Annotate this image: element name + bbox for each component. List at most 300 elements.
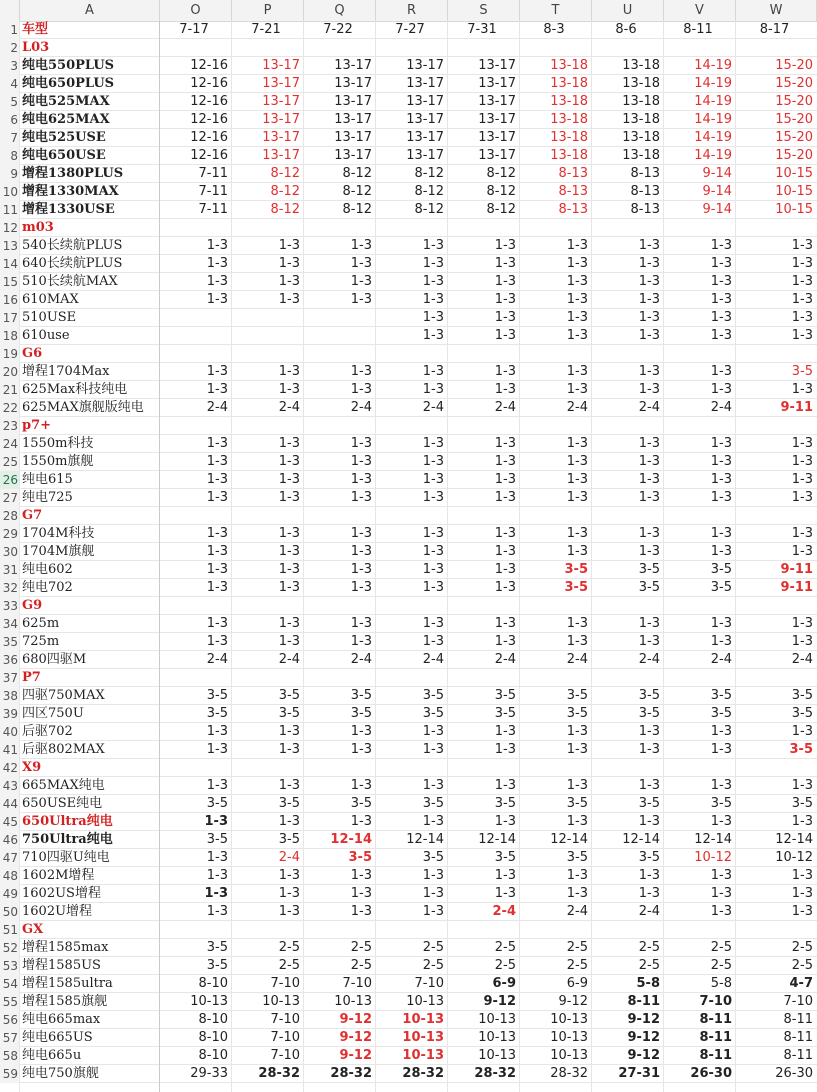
value-cell[interactable]: 2-5: [494, 958, 516, 973]
value-cell[interactable]: [520, 507, 592, 525]
model-name-cell[interactable]: 510长续航MAX: [22, 274, 118, 289]
value-cell[interactable]: 1-3: [278, 778, 300, 793]
value-cell[interactable]: 8-11: [699, 1048, 732, 1063]
value-cell[interactable]: 1-3: [278, 292, 300, 307]
value-cell[interactable]: 2-4: [492, 904, 516, 919]
value-cell[interactable]: 1-3: [710, 256, 732, 271]
value-cell[interactable]: 9-14: [702, 202, 732, 217]
row-number[interactable]: 58: [0, 1047, 20, 1065]
value-cell[interactable]: 1-3: [638, 634, 660, 649]
value-cell[interactable]: 7-11: [198, 202, 228, 217]
value-cell[interactable]: 1-3: [494, 310, 516, 325]
row-number[interactable]: 28: [0, 507, 20, 525]
value-cell[interactable]: 28-32: [402, 1066, 444, 1081]
value-cell[interactable]: [160, 345, 232, 363]
value-cell[interactable]: 1-3: [350, 238, 372, 253]
value-cell[interactable]: 12-16: [190, 58, 228, 73]
value-cell[interactable]: 1-3: [566, 634, 588, 649]
date-header-cell[interactable]: 7-22: [323, 22, 353, 37]
date-header-cell[interactable]: 7-27: [395, 22, 425, 37]
row-number[interactable]: 52: [0, 939, 20, 957]
group-heading-cell[interactable]: G9: [22, 598, 43, 613]
value-cell[interactable]: [736, 39, 817, 57]
value-cell[interactable]: [592, 507, 664, 525]
value-cell[interactable]: 2-4: [566, 904, 588, 919]
row-number[interactable]: 41: [0, 741, 20, 759]
value-cell[interactable]: [664, 759, 736, 777]
value-cell[interactable]: 1-3: [494, 634, 516, 649]
value-cell[interactable]: 9-11: [780, 580, 813, 595]
value-cell[interactable]: 12-14: [330, 832, 372, 847]
model-name-cell[interactable]: 后驱702: [22, 724, 73, 739]
row-number[interactable]: 22: [0, 399, 20, 417]
value-cell[interactable]: 1-3: [566, 256, 588, 271]
value-cell[interactable]: 3-5: [422, 706, 444, 721]
value-cell[interactable]: 2-4: [638, 904, 660, 919]
value-cell[interactable]: [304, 669, 376, 687]
value-cell[interactable]: 12-16: [190, 148, 228, 163]
value-cell[interactable]: 10-13: [406, 994, 444, 1009]
value-cell[interactable]: 1-3: [710, 328, 732, 343]
row-number[interactable]: 27: [0, 489, 20, 507]
value-cell[interactable]: 1-3: [206, 850, 228, 865]
value-cell[interactable]: 6-9: [492, 976, 516, 991]
value-cell[interactable]: 7-10: [270, 1012, 300, 1027]
value-cell[interactable]: [736, 417, 817, 435]
group-heading-cell[interactable]: L03: [22, 40, 50, 55]
value-cell[interactable]: 8-12: [414, 166, 444, 181]
value-cell[interactable]: 1-3: [791, 814, 813, 829]
value-cell[interactable]: [160, 327, 232, 345]
value-cell[interactable]: 2-5: [350, 958, 372, 973]
value-cell[interactable]: 3-5: [710, 562, 732, 577]
value-cell[interactable]: 1-3: [494, 886, 516, 901]
value-cell[interactable]: 2-4: [566, 652, 588, 667]
model-name-cell[interactable]: 增程1330MAX: [22, 184, 119, 199]
value-cell[interactable]: 3-5: [278, 832, 300, 847]
value-cell[interactable]: [520, 345, 592, 363]
value-cell[interactable]: 1-3: [566, 454, 588, 469]
value-cell[interactable]: 1-3: [278, 580, 300, 595]
row-number[interactable]: 48: [0, 867, 20, 885]
value-cell[interactable]: [304, 417, 376, 435]
row-number[interactable]: 36: [0, 651, 20, 669]
value-cell[interactable]: 1-3: [350, 526, 372, 541]
value-cell[interactable]: 9-12: [339, 1048, 372, 1063]
value-cell[interactable]: 1-3: [350, 562, 372, 577]
value-cell[interactable]: 12-14: [775, 832, 813, 847]
value-cell[interactable]: [304, 759, 376, 777]
value-cell[interactable]: 1-3: [422, 364, 444, 379]
value-cell[interactable]: 8-12: [414, 202, 444, 217]
model-name-cell[interactable]: 1704M科技: [22, 526, 95, 541]
value-cell[interactable]: 1-3: [638, 778, 660, 793]
value-cell[interactable]: [376, 417, 448, 435]
value-cell[interactable]: 8-10: [198, 1012, 228, 1027]
value-cell[interactable]: [520, 417, 592, 435]
value-cell[interactable]: 1-3: [791, 868, 813, 883]
value-cell[interactable]: 1-3: [494, 814, 516, 829]
value-cell[interactable]: 28-32: [550, 1066, 588, 1081]
value-cell[interactable]: [232, 921, 304, 939]
value-cell[interactable]: 1-3: [638, 868, 660, 883]
value-cell[interactable]: [448, 39, 520, 57]
column-header-w[interactable]: W: [736, 0, 817, 21]
value-cell[interactable]: 9-12: [339, 1012, 372, 1027]
value-cell[interactable]: [304, 39, 376, 57]
value-cell[interactable]: 1-3: [422, 904, 444, 919]
value-cell[interactable]: 8-11: [627, 994, 660, 1009]
value-cell[interactable]: 1-3: [206, 904, 228, 919]
value-cell[interactable]: 3-5: [638, 796, 660, 811]
value-cell[interactable]: 8-12: [342, 166, 372, 181]
value-cell[interactable]: 1-3: [422, 742, 444, 757]
value-cell[interactable]: 8-12: [486, 184, 516, 199]
model-name-cell[interactable]: 纯电665US: [22, 1030, 93, 1045]
group-heading-cell[interactable]: GX: [22, 922, 44, 937]
group-heading-cell[interactable]: G7: [22, 508, 43, 523]
value-cell[interactable]: 2-4: [206, 400, 228, 415]
value-cell[interactable]: 1-3: [638, 292, 660, 307]
model-name-cell[interactable]: 增程1585ultra: [22, 976, 113, 991]
value-cell[interactable]: 3-5: [791, 796, 813, 811]
row-number[interactable]: 14: [0, 255, 20, 273]
value-cell[interactable]: 1-3: [494, 436, 516, 451]
value-cell[interactable]: 8-10: [198, 1048, 228, 1063]
model-name-cell[interactable]: 725m: [22, 634, 60, 649]
value-cell[interactable]: [664, 507, 736, 525]
value-cell[interactable]: 1-3: [566, 310, 588, 325]
value-cell[interactable]: 3-5: [494, 688, 516, 703]
value-cell[interactable]: 1-3: [422, 274, 444, 289]
model-name-cell[interactable]: 纯电665u: [22, 1048, 82, 1063]
row-number[interactable]: 10: [0, 183, 20, 201]
value-cell[interactable]: 1-3: [422, 886, 444, 901]
value-cell[interactable]: 1-3: [206, 634, 228, 649]
value-cell[interactable]: 1-3: [710, 490, 732, 505]
value-cell[interactable]: 3-5: [422, 688, 444, 703]
value-cell[interactable]: 7-10: [414, 976, 444, 991]
value-cell[interactable]: 1-3: [422, 580, 444, 595]
value-cell[interactable]: 2-4: [494, 400, 516, 415]
value-cell[interactable]: 1-3: [791, 292, 813, 307]
value-cell[interactable]: 1-3: [206, 454, 228, 469]
value-cell[interactable]: [736, 597, 817, 615]
value-cell[interactable]: 1-3: [566, 814, 588, 829]
model-name-cell[interactable]: 625Max科技纯电: [22, 382, 128, 397]
value-cell[interactable]: 10-12: [694, 850, 732, 865]
value-cell[interactable]: 3-5: [791, 706, 813, 721]
value-cell[interactable]: 1-3: [638, 472, 660, 487]
value-cell[interactable]: 1-3: [791, 382, 813, 397]
row-number[interactable]: 35: [0, 633, 20, 651]
value-cell[interactable]: 2-4: [422, 652, 444, 667]
value-cell[interactable]: 1-3: [791, 454, 813, 469]
model-name-cell[interactable]: 增程1585US: [22, 958, 101, 973]
row-number[interactable]: 59: [0, 1065, 20, 1083]
value-cell[interactable]: [664, 345, 736, 363]
value-cell[interactable]: 1-3: [204, 814, 228, 829]
value-cell[interactable]: [520, 219, 592, 237]
value-cell[interactable]: 1-3: [566, 868, 588, 883]
date-header-cell[interactable]: 8-17: [759, 22, 790, 37]
group-heading-cell[interactable]: P7: [22, 670, 41, 685]
value-cell[interactable]: 3-5: [789, 742, 813, 757]
value-cell[interactable]: [664, 597, 736, 615]
model-name-cell[interactable]: 四驱750MAX: [22, 688, 105, 703]
value-cell[interactable]: 1-3: [494, 454, 516, 469]
value-cell[interactable]: 1-3: [710, 778, 732, 793]
value-cell[interactable]: 9-12: [558, 994, 588, 1009]
value-cell[interactable]: 15-20: [775, 76, 813, 91]
date-header-cell[interactable]: 7-17: [179, 22, 209, 37]
value-cell[interactable]: 14-19: [694, 94, 732, 109]
row-number[interactable]: 34: [0, 615, 20, 633]
value-cell[interactable]: 1-3: [710, 886, 732, 901]
value-cell[interactable]: [736, 669, 817, 687]
value-cell[interactable]: 1-3: [710, 292, 732, 307]
model-name-cell[interactable]: 纯电650PLUS: [22, 76, 115, 91]
value-cell[interactable]: 3-5: [566, 796, 588, 811]
row-number[interactable]: 21: [0, 381, 20, 399]
value-cell[interactable]: 2-5: [278, 958, 300, 973]
row-number[interactable]: 26: [0, 471, 20, 489]
value-cell[interactable]: [376, 597, 448, 615]
value-cell[interactable]: 10-15: [775, 184, 813, 199]
model-name-cell[interactable]: 增程1704Max: [22, 364, 110, 379]
value-cell[interactable]: 1-3: [566, 436, 588, 451]
value-cell[interactable]: [232, 669, 304, 687]
value-cell[interactable]: 13-17: [478, 58, 516, 73]
date-header-cell[interactable]: 8-11: [683, 22, 713, 37]
group-heading-cell[interactable]: G6: [22, 346, 43, 361]
value-cell[interactable]: 1-3: [278, 904, 300, 919]
row-number[interactable]: 5: [0, 93, 20, 111]
value-cell[interactable]: 9-12: [627, 1012, 660, 1027]
value-cell[interactable]: 8-13: [630, 166, 660, 181]
value-cell[interactable]: 3-5: [350, 688, 372, 703]
value-cell[interactable]: 8-10: [198, 976, 228, 991]
value-cell[interactable]: 13-18: [550, 130, 588, 145]
model-name-cell[interactable]: 四区750U: [22, 706, 84, 721]
value-cell[interactable]: 2-4: [791, 652, 813, 667]
value-cell[interactable]: 2-4: [422, 400, 444, 415]
group-heading-cell[interactable]: p7+: [22, 418, 52, 433]
value-cell[interactable]: 1-3: [422, 238, 444, 253]
value-cell[interactable]: 1-3: [422, 544, 444, 559]
row-number[interactable]: 44: [0, 795, 20, 813]
value-cell[interactable]: 13-18: [622, 148, 660, 163]
model-name-cell[interactable]: 640长续航PLUS: [22, 256, 123, 271]
value-cell[interactable]: 3-5: [350, 706, 372, 721]
value-cell[interactable]: [448, 759, 520, 777]
value-cell[interactable]: 4-7: [789, 976, 813, 991]
value-cell[interactable]: 13-17: [478, 148, 516, 163]
model-name-cell[interactable]: 610use: [22, 328, 70, 343]
value-cell[interactable]: 1-3: [494, 580, 516, 595]
value-cell[interactable]: [520, 669, 592, 687]
model-name-cell[interactable]: 纯电550PLUS: [22, 58, 115, 73]
value-cell[interactable]: 13-17: [334, 148, 372, 163]
value-cell[interactable]: [592, 759, 664, 777]
value-cell[interactable]: 9-12: [339, 1030, 372, 1045]
value-cell[interactable]: 1-3: [638, 238, 660, 253]
value-cell[interactable]: 1-3: [350, 472, 372, 487]
value-cell[interactable]: 2-5: [422, 958, 444, 973]
value-cell[interactable]: 3-5: [422, 796, 444, 811]
value-cell[interactable]: 12-16: [190, 130, 228, 145]
value-cell[interactable]: 1-3: [422, 634, 444, 649]
value-cell[interactable]: 2-4: [278, 850, 300, 865]
value-cell[interactable]: 2-4: [638, 652, 660, 667]
value-cell[interactable]: 3-5: [206, 940, 228, 955]
value-cell[interactable]: 3-5: [791, 364, 813, 379]
value-cell[interactable]: 2-5: [566, 940, 588, 955]
value-cell[interactable]: 13-17: [262, 148, 300, 163]
value-cell[interactable]: 3-5: [710, 688, 732, 703]
value-cell[interactable]: 1-3: [710, 868, 732, 883]
value-cell[interactable]: 13-18: [622, 58, 660, 73]
value-cell[interactable]: [592, 597, 664, 615]
value-cell[interactable]: 13-17: [262, 58, 300, 73]
value-cell[interactable]: 1-3: [206, 580, 228, 595]
value-cell[interactable]: 1-3: [494, 490, 516, 505]
value-cell[interactable]: 1-3: [422, 328, 444, 343]
value-cell[interactable]: [232, 597, 304, 615]
value-cell[interactable]: 1-3: [710, 814, 732, 829]
value-cell[interactable]: 1-3: [638, 382, 660, 397]
value-cell[interactable]: 1-3: [494, 238, 516, 253]
value-cell[interactable]: 3-5: [348, 850, 372, 865]
value-cell[interactable]: 2-5: [566, 958, 588, 973]
value-cell[interactable]: 1-3: [638, 274, 660, 289]
value-cell[interactable]: 1-3: [566, 742, 588, 757]
value-cell[interactable]: 1-3: [791, 526, 813, 541]
value-cell[interactable]: 1-3: [206, 382, 228, 397]
value-cell[interactable]: 10-13: [478, 1030, 516, 1045]
value-cell[interactable]: 2-4: [494, 652, 516, 667]
value-cell[interactable]: 10-13: [262, 994, 300, 1009]
value-cell[interactable]: 1-3: [278, 616, 300, 631]
row-number[interactable]: 31: [0, 561, 20, 579]
value-cell[interactable]: 1-3: [494, 742, 516, 757]
value-cell[interactable]: 8-13: [558, 166, 588, 181]
value-cell[interactable]: 7-11: [198, 166, 228, 181]
value-cell[interactable]: [592, 921, 664, 939]
value-cell[interactable]: 9-11: [780, 400, 813, 415]
value-cell[interactable]: 1-3: [422, 562, 444, 577]
value-cell[interactable]: 1-3: [566, 544, 588, 559]
value-cell[interactable]: [592, 417, 664, 435]
value-cell[interactable]: 3-5: [638, 580, 660, 595]
value-cell[interactable]: 1-3: [791, 778, 813, 793]
value-cell[interactable]: 3-5: [566, 706, 588, 721]
value-cell[interactable]: 1-3: [638, 364, 660, 379]
value-cell[interactable]: 14-19: [694, 76, 732, 91]
value-cell[interactable]: 10-12: [775, 850, 813, 865]
value-cell[interactable]: 26-30: [775, 1066, 813, 1081]
value-cell[interactable]: 13-17: [406, 112, 444, 127]
value-cell[interactable]: [160, 597, 232, 615]
value-cell[interactable]: 13-17: [262, 130, 300, 145]
value-cell[interactable]: 3-5: [566, 688, 588, 703]
value-cell[interactable]: 1-3: [422, 778, 444, 793]
value-cell[interactable]: 1-3: [710, 454, 732, 469]
model-name-cell[interactable]: 增程1585max: [22, 940, 109, 955]
value-cell[interactable]: 1-3: [566, 778, 588, 793]
row-number[interactable]: 57: [0, 1029, 20, 1047]
value-cell[interactable]: 1-3: [422, 256, 444, 271]
value-cell[interactable]: 1-3: [566, 238, 588, 253]
value-cell[interactable]: 1-3: [791, 634, 813, 649]
value-cell[interactable]: [160, 759, 232, 777]
row-number[interactable]: 16: [0, 291, 20, 309]
row-number[interactable]: 46: [0, 831, 20, 849]
value-cell[interactable]: 3-5: [564, 580, 588, 595]
value-cell[interactable]: 13-18: [622, 94, 660, 109]
model-name-cell[interactable]: 1704M旗舰: [22, 544, 95, 559]
row-number[interactable]: 45: [0, 813, 20, 831]
value-cell[interactable]: [232, 309, 304, 327]
value-cell[interactable]: 3-5: [278, 796, 300, 811]
value-cell[interactable]: 1-3: [206, 742, 228, 757]
value-cell[interactable]: 1-3: [638, 814, 660, 829]
value-cell[interactable]: 2-5: [791, 940, 813, 955]
value-cell[interactable]: 13-17: [478, 76, 516, 91]
value-cell[interactable]: 13-18: [550, 112, 588, 127]
model-name-cell[interactable]: 1550m旗舰: [22, 454, 94, 469]
value-cell[interactable]: 13-17: [478, 94, 516, 109]
column-header-t[interactable]: T: [520, 0, 592, 21]
value-cell[interactable]: 10-13: [550, 1030, 588, 1045]
value-cell[interactable]: 12-14: [406, 832, 444, 847]
column-header-s[interactable]: S: [448, 0, 520, 21]
select-all-corner[interactable]: [0, 0, 20, 21]
value-cell[interactable]: 1-3: [350, 778, 372, 793]
value-cell[interactable]: 5-8: [710, 976, 732, 991]
value-cell[interactable]: 9-14: [702, 184, 732, 199]
row-number[interactable]: 9: [0, 165, 20, 183]
value-cell[interactable]: 1-3: [206, 274, 228, 289]
value-cell[interactable]: 1-3: [350, 436, 372, 451]
value-cell[interactable]: 3-5: [206, 958, 228, 973]
value-cell[interactable]: [160, 309, 232, 327]
column-header-u[interactable]: U: [592, 0, 664, 21]
value-cell[interactable]: 12-14: [694, 832, 732, 847]
value-cell[interactable]: 1-3: [638, 436, 660, 451]
value-cell[interactable]: 1-3: [278, 634, 300, 649]
value-cell[interactable]: 13-17: [406, 130, 444, 145]
value-cell[interactable]: 1-3: [350, 256, 372, 271]
value-cell[interactable]: 8-11: [699, 1030, 732, 1045]
value-cell[interactable]: [592, 669, 664, 687]
value-cell[interactable]: 15-20: [775, 112, 813, 127]
value-cell[interactable]: 1-3: [710, 436, 732, 451]
row-number[interactable]: 2: [0, 39, 20, 57]
value-cell[interactable]: 1-3: [350, 814, 372, 829]
value-cell[interactable]: 9-11: [780, 562, 813, 577]
value-cell[interactable]: [376, 669, 448, 687]
value-cell[interactable]: 1-3: [710, 274, 732, 289]
model-name-cell[interactable]: 纯电650USE: [22, 148, 106, 163]
value-cell[interactable]: 1-3: [350, 364, 372, 379]
value-cell[interactable]: [736, 921, 817, 939]
value-cell[interactable]: [736, 759, 817, 777]
value-cell[interactable]: 12-14: [550, 832, 588, 847]
value-cell[interactable]: [592, 219, 664, 237]
value-cell[interactable]: 1-3: [638, 454, 660, 469]
value-cell[interactable]: 1-3: [638, 490, 660, 505]
